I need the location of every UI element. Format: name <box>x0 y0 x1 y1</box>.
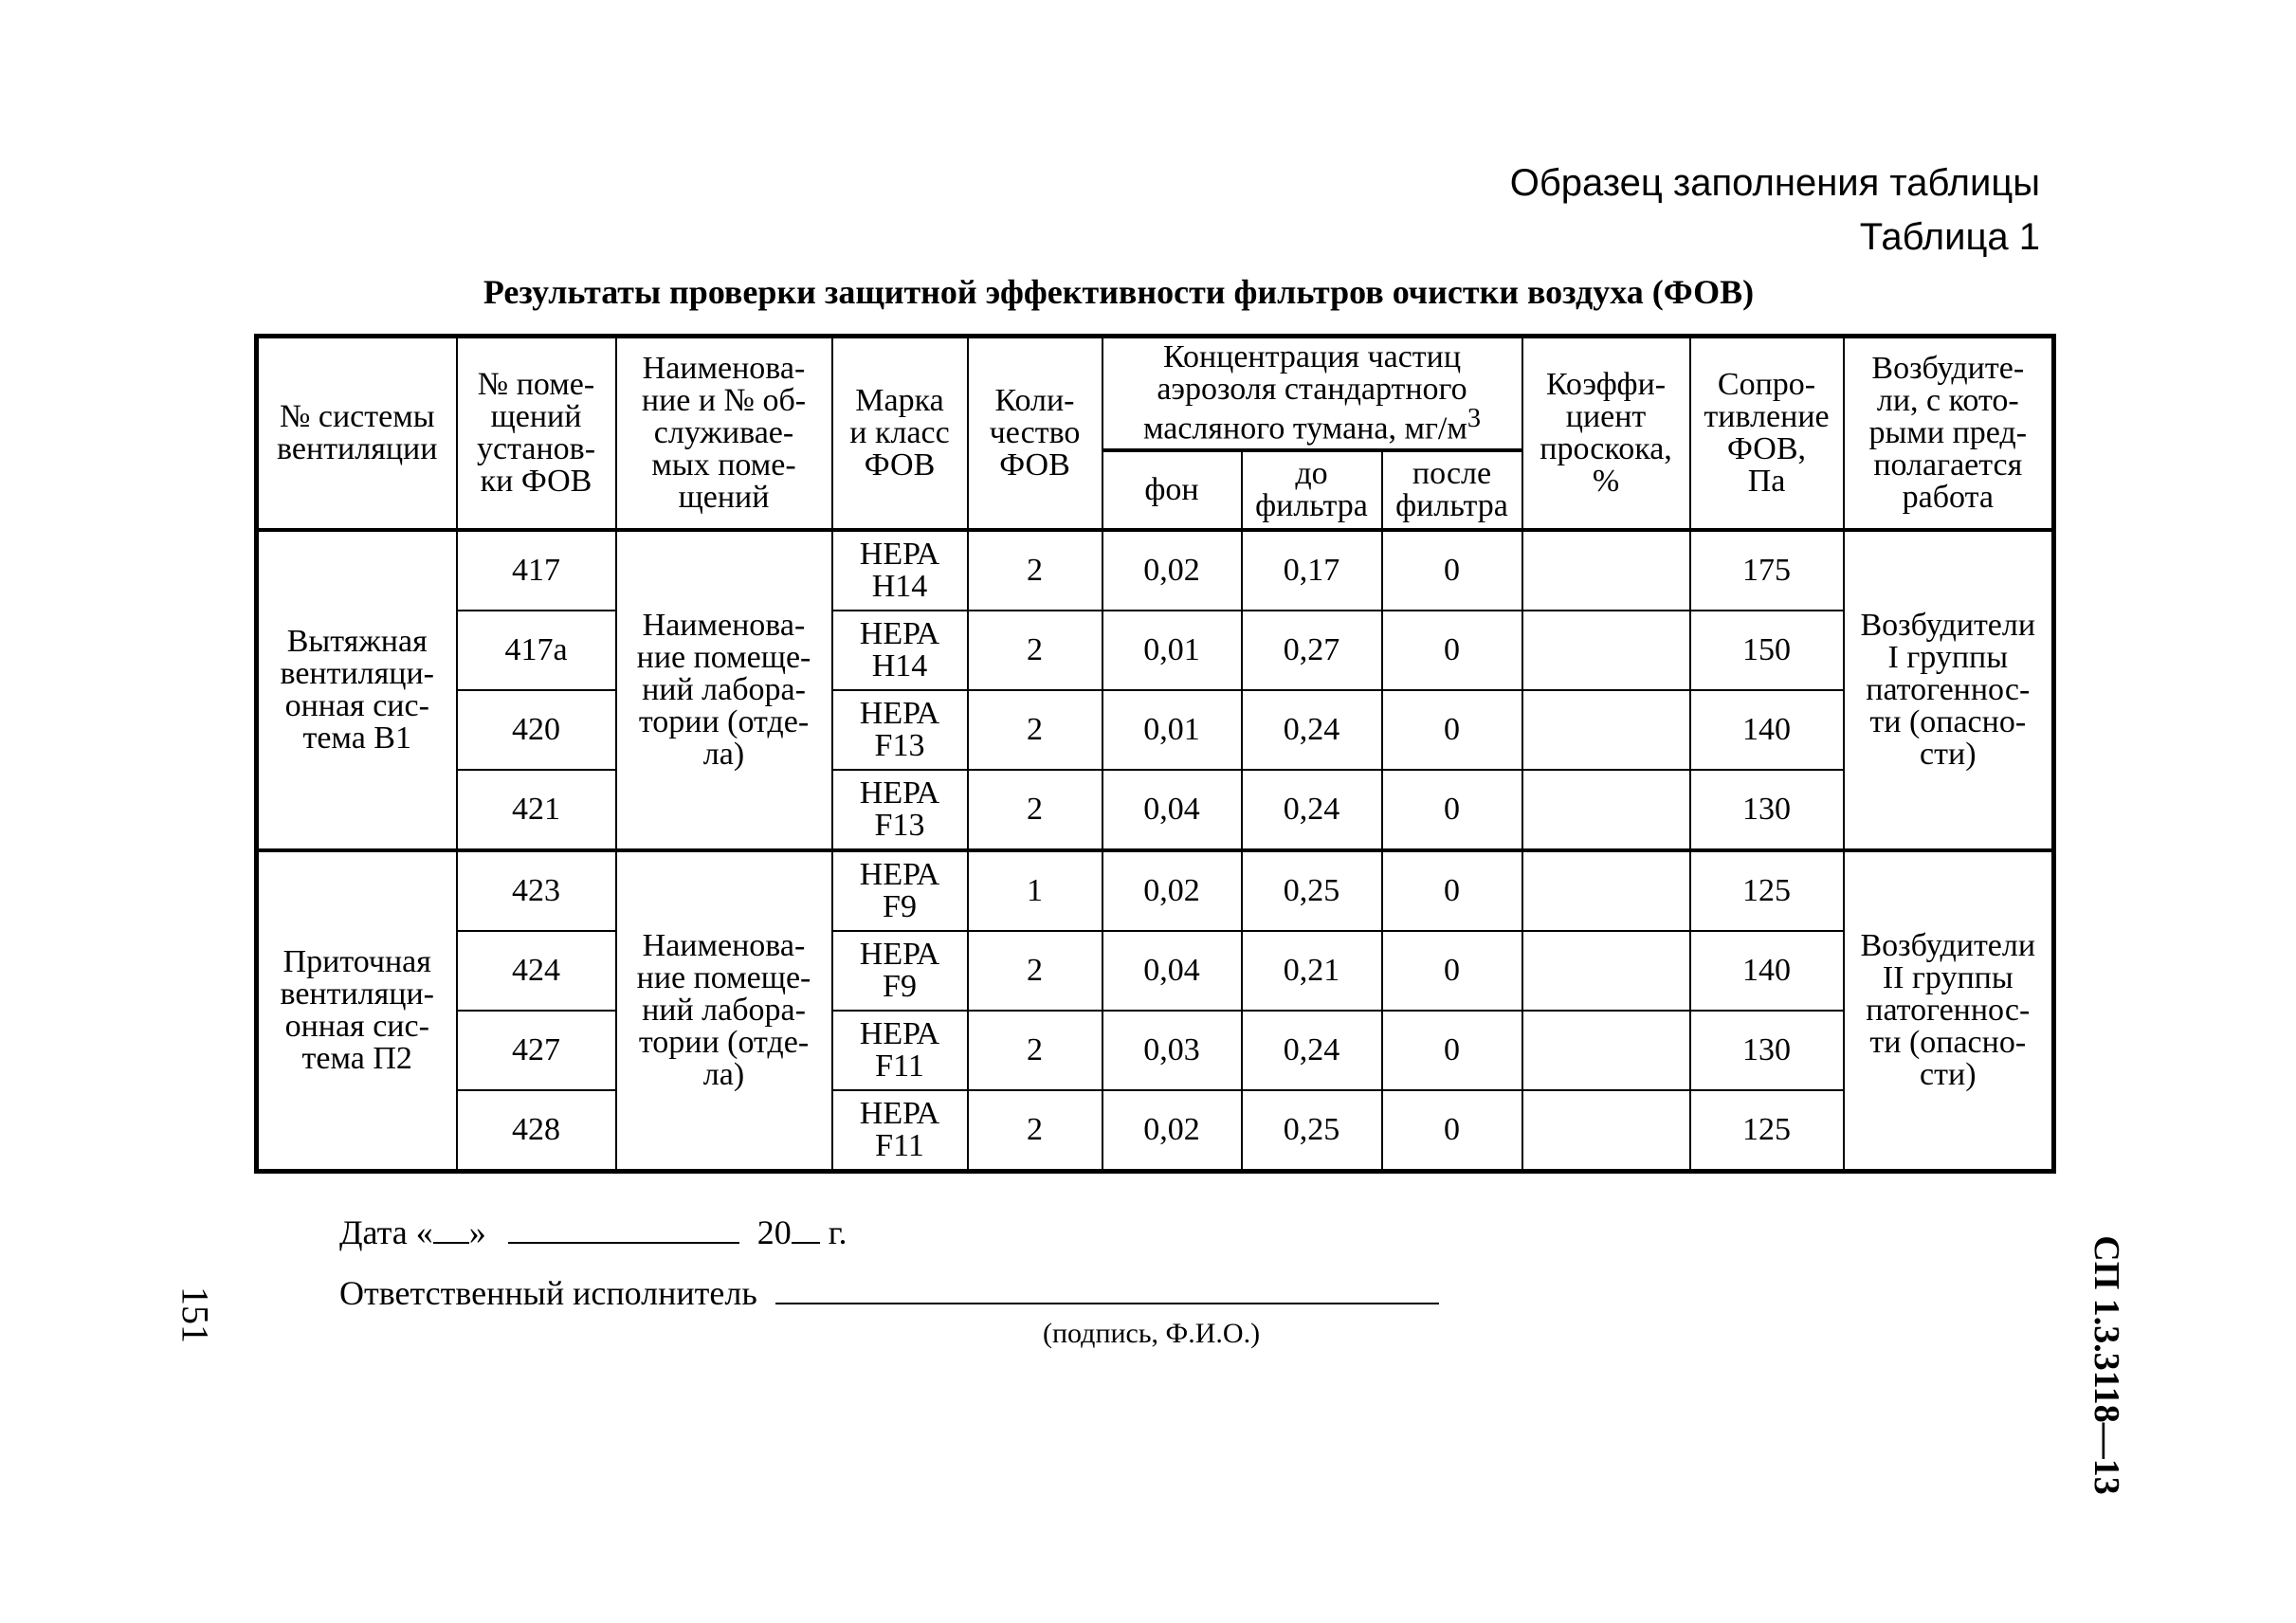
room-cell: 421 <box>457 770 616 850</box>
concentration-label: Концентрация частиц аэрозоля стандартного масляного тумана, мг/м <box>1142 339 1467 447</box>
coef-cell <box>1522 770 1690 850</box>
table-row <box>257 850 2054 931</box>
filter-results-table <box>254 334 2056 1174</box>
resistance-cell: 130 <box>1690 1011 1844 1090</box>
after-filter-cell: 0 <box>1382 690 1522 770</box>
count-cell: 2 <box>968 611 1102 690</box>
table-row <box>257 931 2054 1011</box>
coef-cell <box>1522 931 1690 1011</box>
signature-note: (подпись, Ф.И.О.) <box>1043 1318 1261 1349</box>
count-cell: 2 <box>968 530 1102 611</box>
before-filter-cell: 0,21 <box>1242 931 1382 1011</box>
room-cell: 428 <box>457 1090 616 1172</box>
coef-cell <box>1522 530 1690 611</box>
resistance-cell: 130 <box>1690 770 1844 850</box>
room-name-cell: Наименова- ние помеще- ний лабора- тории (отде- ла) <box>616 850 832 1172</box>
brand-cell: НЕРА Н14 <box>832 611 968 690</box>
month-blank[interactable] <box>508 1242 739 1244</box>
sample-subtitle: Образец заполнения таблицы <box>1509 162 2040 204</box>
brand-cell: НЕРА F9 <box>832 850 968 931</box>
background-cell: 0,01 <box>1102 690 1242 770</box>
before-filter-cell: 0,24 <box>1242 690 1382 770</box>
resistance-cell: 140 <box>1690 690 1844 770</box>
table-row <box>257 611 2054 690</box>
date-prefix: Дата « <box>339 1213 433 1251</box>
date-line <box>339 1215 847 1249</box>
table-row <box>257 690 2054 770</box>
count-cell: 1 <box>968 850 1102 931</box>
col-header-room: № поме- щений установ- ки ФОВ <box>457 337 616 531</box>
table-row <box>257 1090 2054 1172</box>
table-caption: Результаты проверки защитной эффективности фильтров очистки воздуха (ФОВ) <box>483 273 1755 311</box>
col-header-coef: Коэффи- циент проскока, % <box>1522 337 1690 531</box>
col-header-after: после фильтра <box>1382 450 1522 530</box>
standard-code: СП 1.3.3118—13 <box>2086 1235 2126 1495</box>
coef-cell <box>1522 850 1690 931</box>
background-cell: 0,04 <box>1102 931 1242 1011</box>
resistance-cell: 140 <box>1690 931 1844 1011</box>
responsible-line <box>339 1276 1439 1310</box>
signature-blank[interactable] <box>775 1303 1439 1304</box>
background-cell: 0,02 <box>1102 850 1242 931</box>
before-filter-cell: 0,24 <box>1242 770 1382 850</box>
count-cell: 2 <box>968 770 1102 850</box>
coef-cell <box>1522 1011 1690 1090</box>
col-header-resistance: Сопро- тивление ФОВ, Па <box>1690 337 1844 531</box>
resistance-cell: 175 <box>1690 530 1844 611</box>
col-header-concentration <box>1102 337 1522 451</box>
before-filter-cell: 0,27 <box>1242 611 1382 690</box>
brand-cell: НЕРА Н14 <box>832 530 968 611</box>
count-cell: 2 <box>968 690 1102 770</box>
room-cell: 417а <box>457 611 616 690</box>
brand-cell: НЕРА F11 <box>832 1090 968 1172</box>
before-filter-cell: 0,25 <box>1242 1090 1382 1172</box>
room-cell: 427 <box>457 1011 616 1090</box>
date-mid: » <box>468 1213 486 1251</box>
concentration-unit-sup: 3 <box>1467 404 1482 434</box>
background-cell: 0,03 <box>1102 1011 1242 1090</box>
after-filter-cell: 0 <box>1382 770 1522 850</box>
count-cell: 2 <box>968 1011 1102 1090</box>
col-header-background: фон <box>1102 450 1242 530</box>
count-cell: 2 <box>968 1090 1102 1172</box>
background-cell: 0,02 <box>1102 1090 1242 1172</box>
date-suffix: г. <box>828 1213 847 1251</box>
table-row <box>257 1011 2054 1090</box>
resistance-cell: 125 <box>1690 1090 1844 1172</box>
responsible-label: Ответственный исполнитель <box>339 1274 757 1312</box>
resistance-cell: 125 <box>1690 850 1844 931</box>
date-year: 20 <box>756 1213 792 1251</box>
system-cell: Приточная вентиляци- онная сис- тема П2 <box>257 850 457 1172</box>
day-blank[interactable] <box>433 1242 469 1244</box>
table-row <box>257 530 2054 611</box>
before-filter-cell: 0,17 <box>1242 530 1382 611</box>
count-cell: 2 <box>968 931 1102 1011</box>
room-cell: 423 <box>457 850 616 931</box>
after-filter-cell: 0 <box>1382 1011 1522 1090</box>
after-filter-cell: 0 <box>1382 530 1522 611</box>
table-number: Таблица 1 <box>1859 216 2040 258</box>
coef-cell <box>1522 1090 1690 1172</box>
before-filter-cell: 0,25 <box>1242 850 1382 931</box>
background-cell: 0,01 <box>1102 611 1242 690</box>
after-filter-cell: 0 <box>1382 850 1522 931</box>
col-header-system: № системы вентиляции <box>257 337 457 531</box>
room-cell: 424 <box>457 931 616 1011</box>
page-number: 151 <box>173 1286 217 1343</box>
room-cell: 417 <box>457 530 616 611</box>
col-header-pathogens: Возбудите- ли, с кото- рыми пред- полагается работа <box>1844 337 2054 531</box>
year-blank[interactable] <box>792 1242 820 1244</box>
background-cell: 0,04 <box>1102 770 1242 850</box>
after-filter-cell: 0 <box>1382 1090 1522 1172</box>
room-name-cell: Наименова- ние помеще- ний лабора- тории (отде- ла) <box>616 530 832 850</box>
pathogen-group-cell: Возбудители II группы патогеннос- ти (опасно- сти) <box>1844 850 2054 1172</box>
before-filter-cell: 0,24 <box>1242 1011 1382 1090</box>
coef-cell <box>1522 690 1690 770</box>
table-row <box>257 770 2054 850</box>
coef-cell <box>1522 611 1690 690</box>
col-header-name: Наименова- ние и № об- служивае- мых поме- щений <box>616 337 832 531</box>
room-cell: 420 <box>457 690 616 770</box>
background-cell: 0,02 <box>1102 530 1242 611</box>
col-header-before: до фильтра <box>1242 450 1382 530</box>
col-header-brand: Марка и класс ФОВ <box>832 337 968 531</box>
system-cell: Вытяжная вентиляци- онная сис- тема В1 <box>257 530 457 850</box>
brand-cell: НЕРА F13 <box>832 770 968 850</box>
resistance-cell: 150 <box>1690 611 1844 690</box>
after-filter-cell: 0 <box>1382 611 1522 690</box>
col-header-count: Коли- чество ФОВ <box>968 337 1102 531</box>
after-filter-cell: 0 <box>1382 931 1522 1011</box>
brand-cell: НЕРА F9 <box>832 931 968 1011</box>
brand-cell: НЕРА F11 <box>832 1011 968 1090</box>
pathogen-group-cell: Возбудители I группы патогеннос- ти (опасно- сти) <box>1844 530 2054 850</box>
brand-cell: НЕРА F13 <box>832 690 968 770</box>
